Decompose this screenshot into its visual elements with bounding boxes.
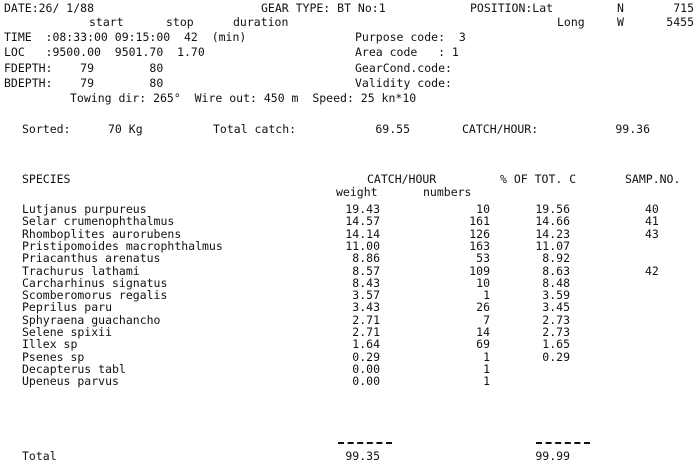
- long-hemisphere: W: [617, 15, 624, 29]
- catch-numbers: 1: [483, 362, 490, 376]
- weight-total-rule: [338, 442, 392, 444]
- catch-weight: 14.57: [345, 214, 380, 228]
- catch-weight: 1.64: [352, 337, 380, 351]
- total-pct: 99.99: [535, 449, 570, 463]
- catch-numbers: 26: [476, 300, 490, 314]
- total-catch-value: 69.55: [375, 122, 410, 136]
- catch-weight: 14.14: [345, 227, 380, 241]
- pct-of-total: 2.73: [542, 325, 570, 339]
- sample-number: 43: [645, 227, 659, 241]
- catch-weight: 0.00: [352, 374, 380, 388]
- lat-value: 715: [673, 1, 694, 15]
- purpose-code: Purpose code: 3: [355, 30, 466, 44]
- catch-weight: 2.71: [352, 313, 380, 327]
- species-name: Peprilus paru: [22, 300, 113, 314]
- sample-number: 41: [645, 214, 659, 228]
- species-name: Scomberomorus regalis: [22, 288, 168, 302]
- towing-line: Towing dir: 265° Wire out: 450 m Speed: 25 kn*10: [70, 91, 417, 105]
- catch-per-hour-value: 99.36: [615, 122, 650, 136]
- catch-numbers: 10: [476, 202, 490, 216]
- pct-of-total: 2.73: [542, 313, 570, 327]
- catch-weight: 11.00: [345, 239, 380, 253]
- total-weight: 99.35: [345, 449, 380, 463]
- catch-numbers: 1: [483, 350, 490, 364]
- pct-of-total: 14.23: [535, 227, 570, 241]
- catch-weight: 8.57: [352, 264, 380, 278]
- long-label: Long: [557, 15, 585, 29]
- catch-weight: 8.43: [352, 276, 380, 290]
- start-header: start: [89, 15, 124, 29]
- loc-line: LOC :9500.00 9501.70 1.70: [4, 45, 205, 59]
- sample-number: 40: [645, 202, 659, 216]
- species-name: Trachurus lathami: [22, 264, 140, 278]
- date-label: DATE:26/ 1/88: [4, 1, 95, 15]
- species-name: Priacanthus arenatus: [22, 251, 161, 265]
- pct-total-rule: [536, 442, 590, 444]
- pct-of-total: 3.59: [542, 288, 570, 302]
- time-line: TIME :08:33:00 09:15:00 42 (min): [4, 30, 247, 44]
- catch-weight: 0.29: [352, 350, 380, 364]
- species-name: Decapterus tabl: [22, 362, 126, 376]
- species-name: Lutjanus purpureus: [22, 202, 147, 216]
- catch-weight: 2.71: [352, 325, 380, 339]
- sorted-label: Sorted:: [22, 122, 71, 136]
- col-weight: weight: [336, 185, 378, 199]
- bdepth-line: BDEPTH: 79 80: [4, 76, 164, 90]
- species-name: Selene spixii: [22, 325, 113, 339]
- long-value: 5455: [666, 15, 694, 29]
- species-name: Sphyraena guachancho: [22, 313, 161, 327]
- area-code: Area code : 1: [355, 45, 459, 59]
- species-name: Illex sp: [22, 337, 78, 351]
- fdepth-line: FDEPTH: 79 80: [4, 61, 164, 75]
- catch-numbers: 53: [476, 251, 490, 265]
- catch-weight: 0.00: [352, 362, 380, 376]
- species-name: Carcharhinus signatus: [22, 276, 168, 290]
- lat-hemisphere: N: [617, 1, 624, 15]
- position-label: POSITION:Lat: [470, 1, 554, 15]
- pct-of-total: 19.56: [535, 202, 570, 216]
- catch-per-hour-label: CATCH/HOUR:: [462, 122, 539, 136]
- stop-header: stop: [166, 15, 194, 29]
- sorted-value: 70 Kg: [108, 122, 143, 136]
- catch-numbers: 10: [476, 276, 490, 290]
- catch-weight: 3.57: [352, 288, 380, 302]
- pct-of-total: 1.65: [542, 337, 570, 351]
- total-label: Total: [22, 449, 57, 463]
- col-catch-hour: CATCH/HOUR: [367, 172, 437, 186]
- catch-numbers: 1: [483, 374, 490, 388]
- pct-of-total: 8.63: [542, 264, 570, 278]
- col-sample-no: SAMP.NO.: [625, 172, 681, 186]
- pct-of-total: 3.45: [542, 300, 570, 314]
- duration-header: duration: [233, 15, 289, 29]
- pct-of-total: 11.07: [535, 239, 570, 253]
- sample-number: 42: [645, 264, 659, 278]
- catch-numbers: 7: [483, 313, 490, 327]
- catch-numbers: 161: [469, 214, 490, 228]
- catch-weight: 3.43: [352, 300, 380, 314]
- gearcond-code: GearCond.code:: [355, 61, 452, 75]
- species-name: Rhomboplites aurorubens: [22, 227, 182, 241]
- total-catch-label: Total catch:: [213, 122, 297, 136]
- pct-of-total: 8.92: [542, 251, 570, 265]
- species-name: Psenes sp: [22, 350, 85, 364]
- catch-numbers: 1: [483, 288, 490, 302]
- species-name: Selar crumenophthalmus: [22, 214, 175, 228]
- catch-numbers: 14: [476, 325, 490, 339]
- species-name: Upeneus parvus: [22, 374, 119, 388]
- pct-of-total: 14.66: [535, 214, 570, 228]
- catch-numbers: 69: [476, 337, 490, 351]
- catch-numbers: 126: [469, 227, 490, 241]
- catch-weight: 19.43: [345, 202, 380, 216]
- pct-of-total: 0.29: [542, 350, 570, 364]
- col-numbers: numbers: [423, 185, 472, 199]
- validity-code: Validity code:: [355, 76, 452, 90]
- col-pct-total: % OF TOT. C: [500, 172, 577, 186]
- col-species: SPECIES: [22, 172, 71, 186]
- catch-numbers: 109: [469, 264, 490, 278]
- catch-numbers: 163: [469, 239, 490, 253]
- pct-of-total: 8.48: [542, 276, 570, 290]
- gear-type-label: GEAR TYPE: BT No:1: [261, 1, 386, 15]
- species-name: Pristipomoides macrophthalmus: [22, 239, 223, 253]
- catch-weight: 8.86: [352, 251, 380, 265]
